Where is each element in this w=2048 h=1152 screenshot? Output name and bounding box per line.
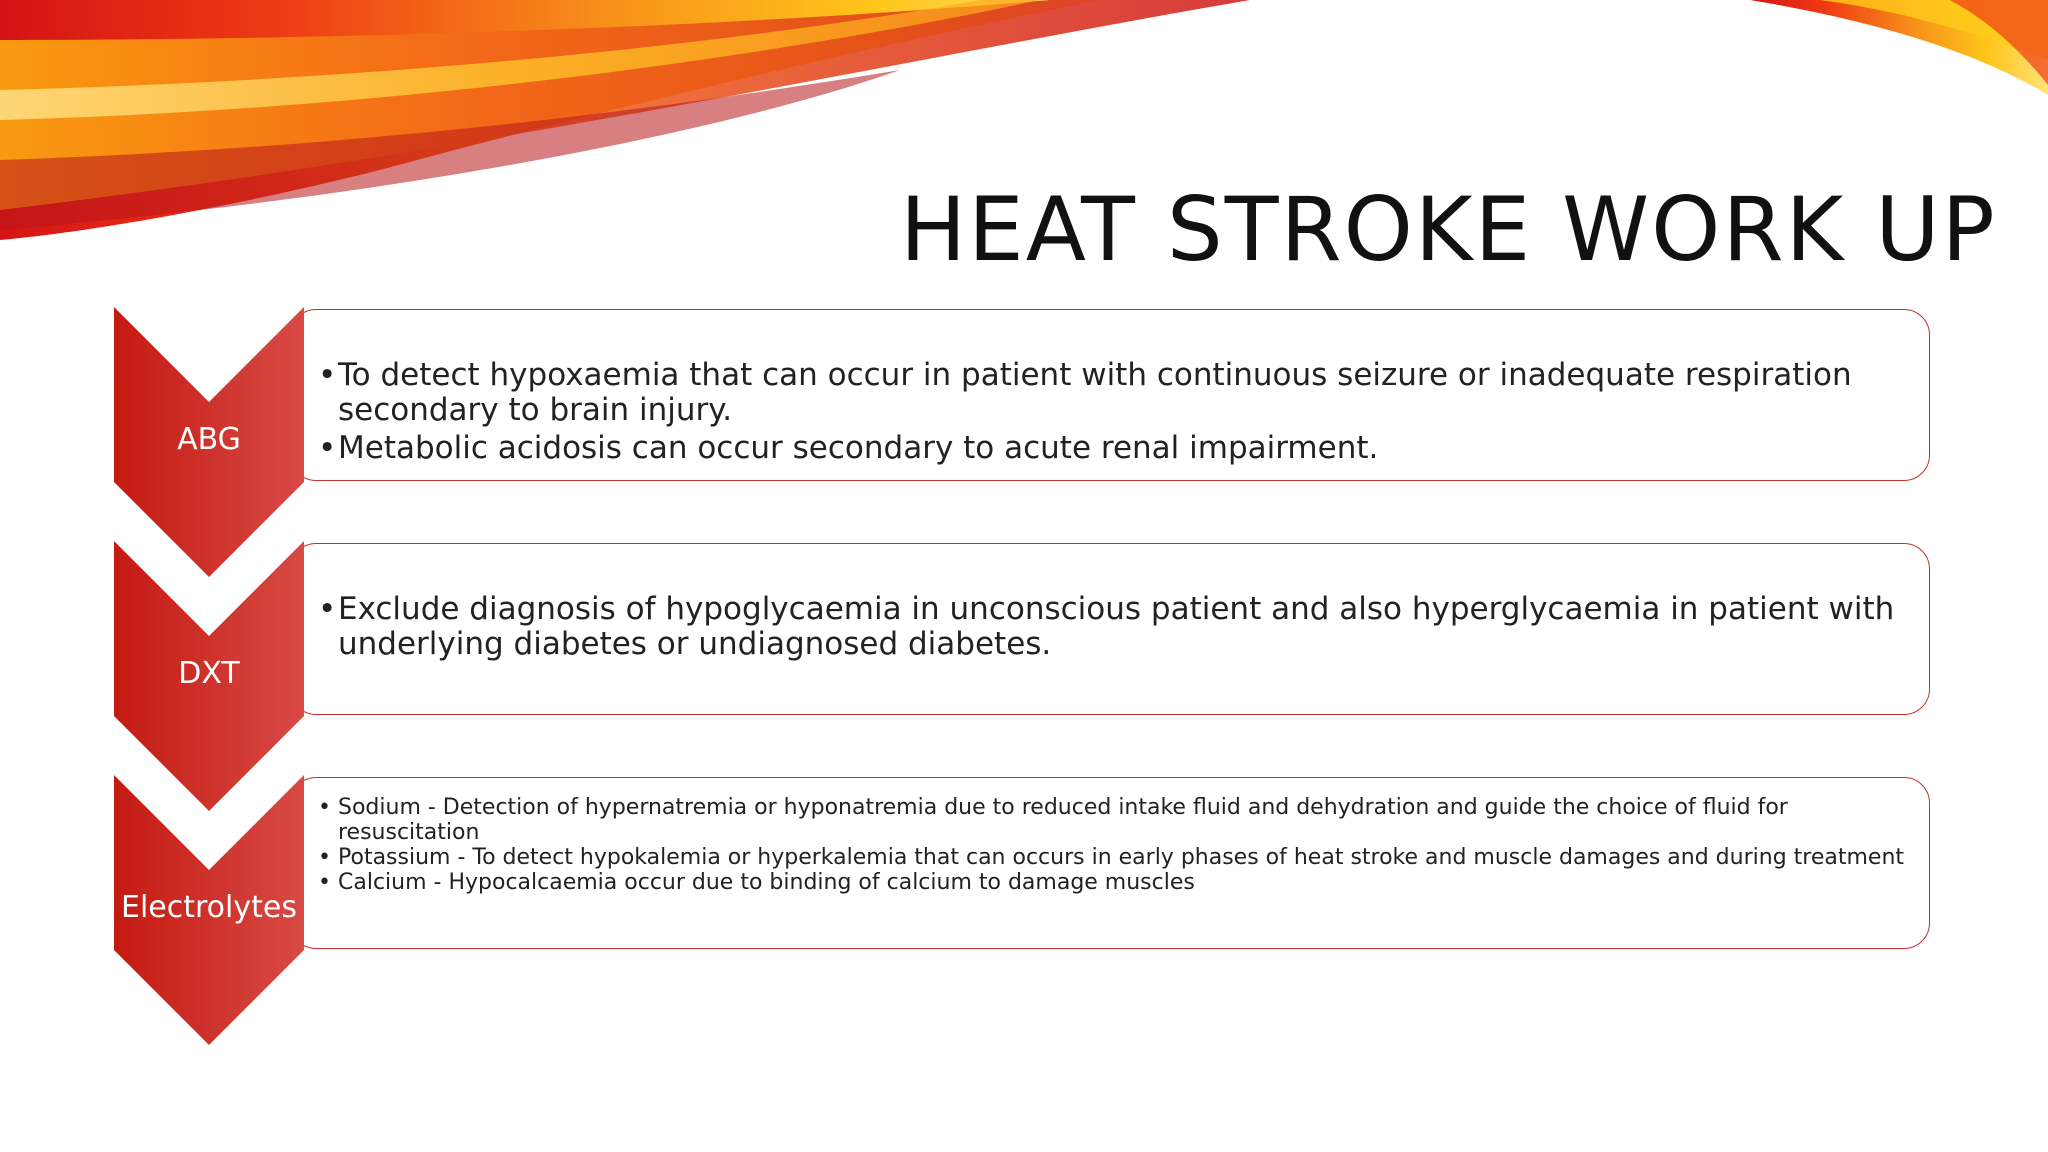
abg-label: ABG	[177, 422, 241, 457]
bullet-item: • Metabolic acidosis can occur secondary to acute renal impairment.	[318, 430, 1379, 466]
abg-bullets	[318, 358, 1908, 469]
bullet-item: • Calcium - Hypocalcaemia occur due to binding of calcium to damage muscles	[318, 870, 1195, 895]
bullet-item: • Exclude diagnosis of hypoglycaemia in unconscious patient and also hyperglycaemia in patient with underlying diabetes or undiagnosed diabetes.	[318, 591, 1895, 662]
electrolytes-label: Electrolytes	[121, 890, 297, 925]
dxt-label: DXT	[178, 656, 240, 691]
bullet-item: • To detect hypoxaemia that can occur in patient with continuous seizure or inadequate respiration secondary to brain injury.	[318, 357, 1852, 428]
dxt-bullets	[318, 592, 1908, 665]
bullet-item: • Potassium - To detect hypokalemia or hyperkalemia that can occurs in early phases of heat stroke and muscle damages and during treatment	[318, 845, 1905, 870]
bullet-item: • Sodium - Detection of hypernatremia or hyponatremia due to reduced intake fluid and dehydration and guide the choice of fluid for resuscitation	[318, 795, 1788, 845]
slide-title: HEAT STROKE WORK UP	[900, 178, 1997, 281]
electrolytes-bullets	[318, 795, 1908, 895]
